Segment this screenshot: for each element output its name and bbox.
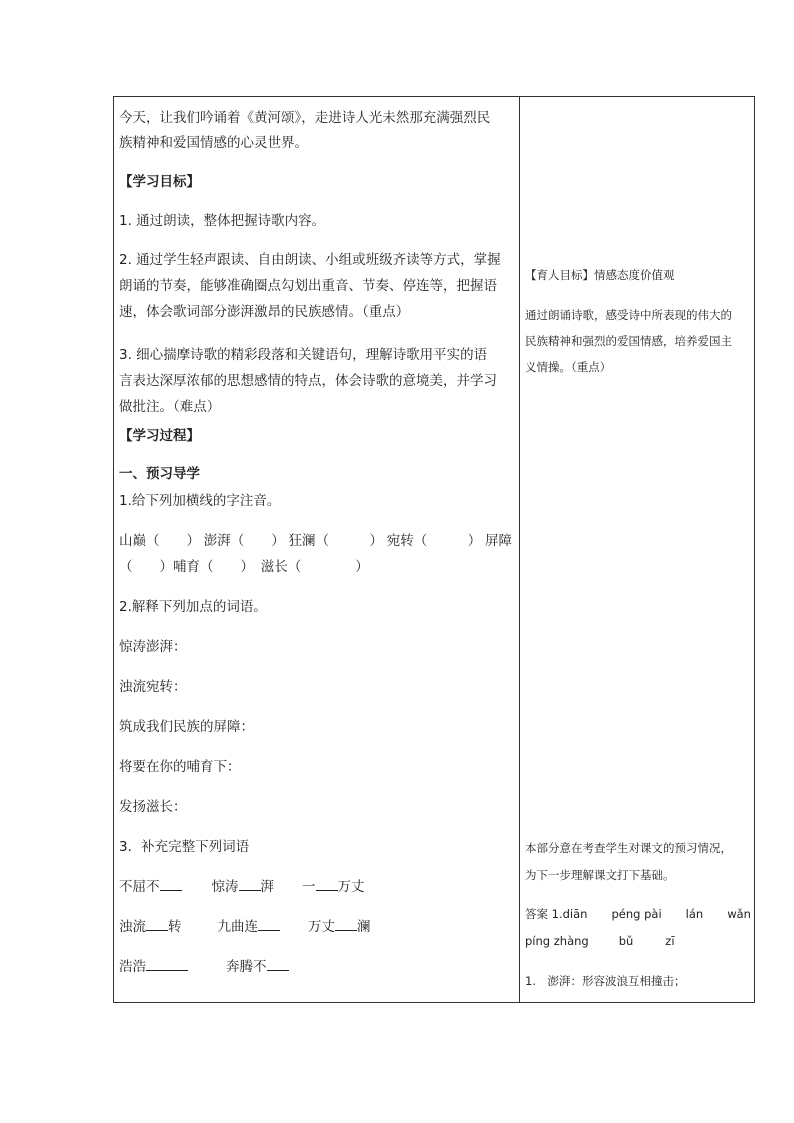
preview-heading: 一、预习导学: [119, 466, 200, 482]
idiom-part: 转: [168, 919, 182, 935]
idiom-part: 惊涛: [211, 879, 239, 895]
pinyin-item: 屏障: [485, 533, 512, 549]
goal-1: 1. 通过朗读，整体把握诗歌内容。: [119, 213, 326, 229]
education-goal-line-3: 义情操。（重点）: [525, 360, 612, 374]
fill-blank[interactable]: [146, 916, 168, 931]
fill-blank[interactable]: [316, 876, 338, 891]
fill-blank[interactable]: [258, 916, 280, 931]
pinyin-item: 山巅（ ）: [119, 533, 200, 549]
goal-3-line-1: 3. 细心揣摩诗歌的精彩段落和关键语句，理解诗歌用平实的语: [119, 347, 488, 363]
idiom-part: 九曲连: [217, 919, 258, 935]
fill-blank[interactable]: [335, 916, 357, 931]
question-1: 1.给下列加横线的字注音。: [119, 493, 281, 509]
idiom-row-3: [119, 954, 289, 980]
column-divider: [519, 97, 520, 1002]
answer-item: 答案 1.diān: [525, 907, 588, 921]
answer-row-2: [525, 928, 675, 954]
note-line-2: 为下一步理解课文打下基础。: [525, 868, 675, 882]
goal-2-line-3: 速，体会歌词部分澎湃激昂的民族感情。（重点）: [119, 304, 410, 320]
note-line-1: 本部分意在考查学生对课文的预习情况，: [525, 841, 732, 855]
education-goal-label: 【育人目标】情感态度价值观: [525, 268, 675, 282]
answer-item: lán: [685, 907, 704, 921]
term-5: 发扬滋长：: [119, 799, 187, 815]
term-4: 将要在你的哺育下：: [119, 759, 241, 775]
idiom-row-2: [119, 914, 371, 940]
answer-item: bǔ: [618, 934, 634, 948]
idiom-part: 澜: [357, 919, 371, 935]
idiom-part: 万丈: [337, 879, 365, 895]
pinyin-item: 宛转（ ）: [386, 533, 482, 549]
answer-item: péng pài: [611, 907, 662, 921]
process-heading: 【学习过程】: [119, 428, 200, 444]
term-3: 筑成我们民族的屏障：: [119, 719, 254, 735]
answer-definition: 1. 澎湃：形容波浪互相撞击；: [525, 974, 686, 988]
term-1: 惊涛澎湃：: [119, 639, 187, 655]
fill-blank[interactable]: [239, 876, 261, 891]
question-3: 3．补充完整下列词语: [119, 839, 250, 855]
idiom-part: 湃: [260, 879, 274, 895]
intro-line-1: 今天，让我们吟诵着《黄河颂》，走进诗人光未然那充满强烈民: [119, 110, 491, 126]
goal-3-line-2: 言表达深厚浓郁的思想感情的特点，体会诗歌的意境美，并学习: [119, 373, 497, 389]
fill-blank[interactable]: [146, 956, 188, 971]
idiom-part: 奔腾不: [226, 959, 267, 975]
answer-item: píng zhàng: [525, 934, 589, 948]
idiom-part: 不屈不: [119, 879, 160, 895]
education-goal-line-1: 通过朗诵诗歌，感受诗中所表现的伟大的: [525, 308, 732, 322]
term-2: 浊流宛转：: [119, 679, 187, 695]
pinyin-row-1: [119, 528, 512, 554]
pinyin-row-2: （ ）哺育（ ） 滋长（ ）: [119, 559, 369, 575]
pinyin-item: 澎湃（ ）: [203, 533, 285, 549]
goals-heading: 【学习目标】: [119, 174, 200, 190]
answer-row-1: [525, 901, 751, 927]
pinyin-item: 狂澜（ ）: [288, 533, 383, 549]
idiom-part: 万丈: [308, 919, 335, 935]
answer-item: zī: [665, 934, 675, 948]
intro-line-2: 族精神和爱国情感的心灵世界。: [119, 135, 308, 151]
goal-2-line-1: 2. 通过学生轻声跟读、自由朗读、小组或班级齐读等方式，掌握: [119, 252, 501, 268]
goal-2-line-2: 朗诵的节奏，能够准确圈点勾划出重音、节奏、停连等，把握语: [119, 278, 497, 294]
goal-3-line-3: 做批注。（难点）: [119, 399, 221, 415]
idiom-part: 浩浩: [119, 959, 146, 975]
idiom-part: 浊流: [119, 919, 146, 935]
idiom-part: 一: [302, 879, 316, 895]
idiom-row-1: [119, 874, 365, 900]
fill-blank[interactable]: [267, 956, 289, 971]
answer-item: wǎn: [727, 907, 751, 921]
fill-blank[interactable]: [160, 876, 182, 891]
education-goal-line-2: 民族精神和强烈的爱国情感，培养爱国主: [525, 334, 732, 348]
lesson-table: [113, 96, 755, 1003]
question-2: 2.解释下列加点的词语。: [119, 599, 267, 615]
